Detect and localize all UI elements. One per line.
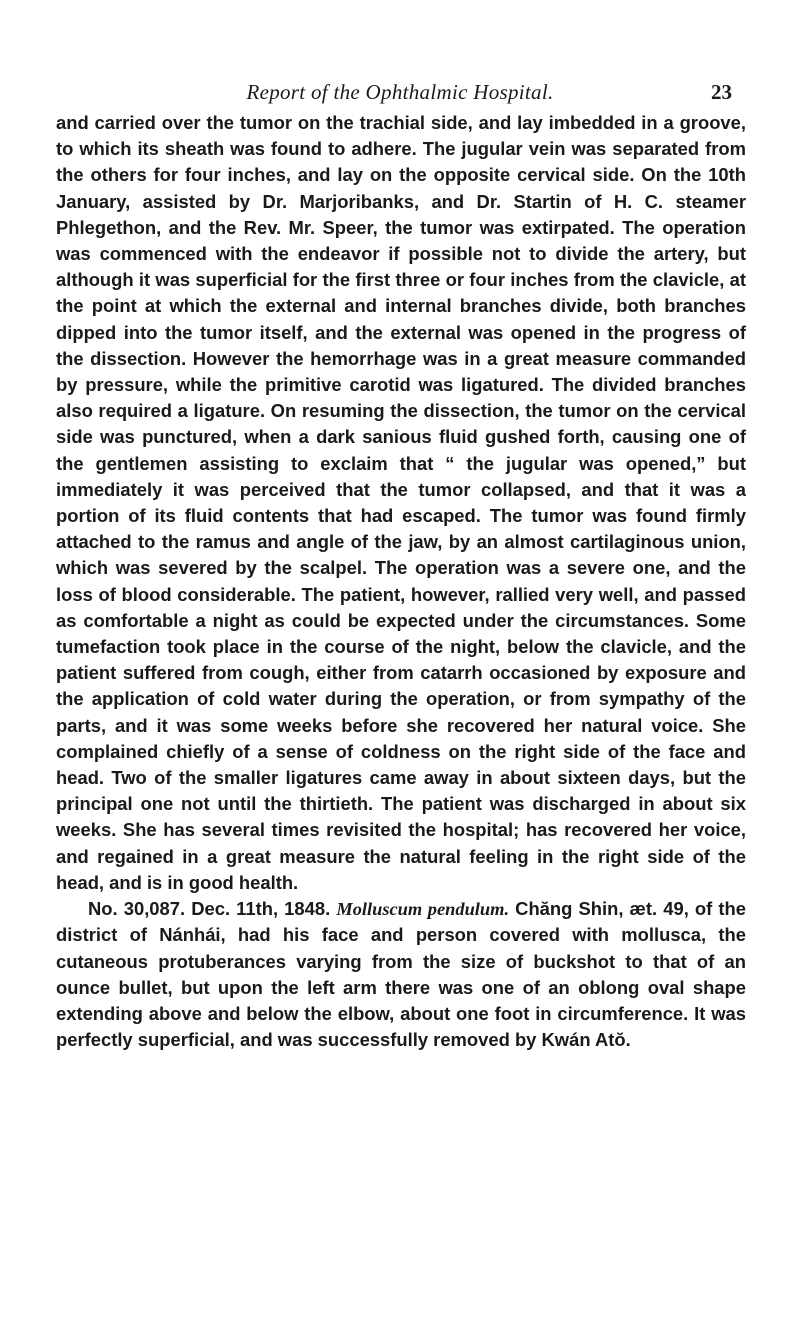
case-text: Chăng Shin, æt. 49, of the district of Nánhái, had his face and person covered with mollusca, the cutaneous protuberances varying from the size of buckshot to that of an ounce bullet, but upon the left arm there was one of an oblong oval shape extending above and below the elbow, about one foot in circumference. It was perfectly superficial, and was successfully removed by Kwán Atŏ. (56, 898, 746, 1051)
running-header (60, 80, 740, 110)
running-title: Report of the Ophthalmic Hospital. (246, 80, 554, 104)
page-number: 23 (711, 80, 732, 104)
continued-paragraph: and carried over the tumor on the trachial side, and lay imbedded in a groove, to which its sheath was found to adhere. The jugular vein was separated from the others for four inches, and lay on the opposite cervical side. On the 10th January, assisted by Dr. Marjoribanks, and Dr. Startin of H. C. steamer Phlegethon, and the Rev. Mr. Speer, the tumor was extirpated. The operation was commenced with the endeavor if possible not to divide the artery, but although it was superficial for the first three or four inches from the clavicle, at the point at which the external and internal branches divide, both branches dipped into the tumor itself, and the external was opened in the progress of the dissection. However the hemorrhage was in a great measure commanded by pressure, while the primitive carotid was ligatured. The divided branches also required a ligature. On resuming the dissection, the tumor on the cervical side was punctured, when a dark sanious fluid gushed forth, causing one of the gentlemen assisting to exclaim that “ the jugular was opened,” but immediately it was perceived that the tumor collapsed, and that it was a portion of its fluid contents that had escaped. The tumor was found firmly attached to the ramus and angle of the jaw, by an almost cartilaginous union, which was severed by the scalpel. The operation was a severe one, and the loss of blood considerable. The patient, however, rallied very well, and passed as comfortable a night as could be expected under the circumstances. Some tumefaction took place in the course of the night, below the clavicle, and the patient suffered from cough, either from catarrh occasioned by exposure and the application of cold water during the operation, or from sympathy of the parts, and it was some weeks before she recovered her natural voice. She complained chiefly of a sense of coldness on the right side of the face and head. Two of the smaller ligatures came away in about sixteen days, but the principal one not until the thirtieth. The patient was discharged in about six weeks. She has several times revisited the hospital; has recovered her voice, and regained in a great measure the natural feeling in the right side of the head, and is in good health. (56, 112, 746, 893)
body-text (56, 110, 746, 1053)
case-paragraph (56, 896, 746, 1053)
case-intro: No. 30,087. Dec. 11th, 1848. (88, 898, 331, 920)
case-title: Molluscum pendulum. (336, 899, 510, 920)
